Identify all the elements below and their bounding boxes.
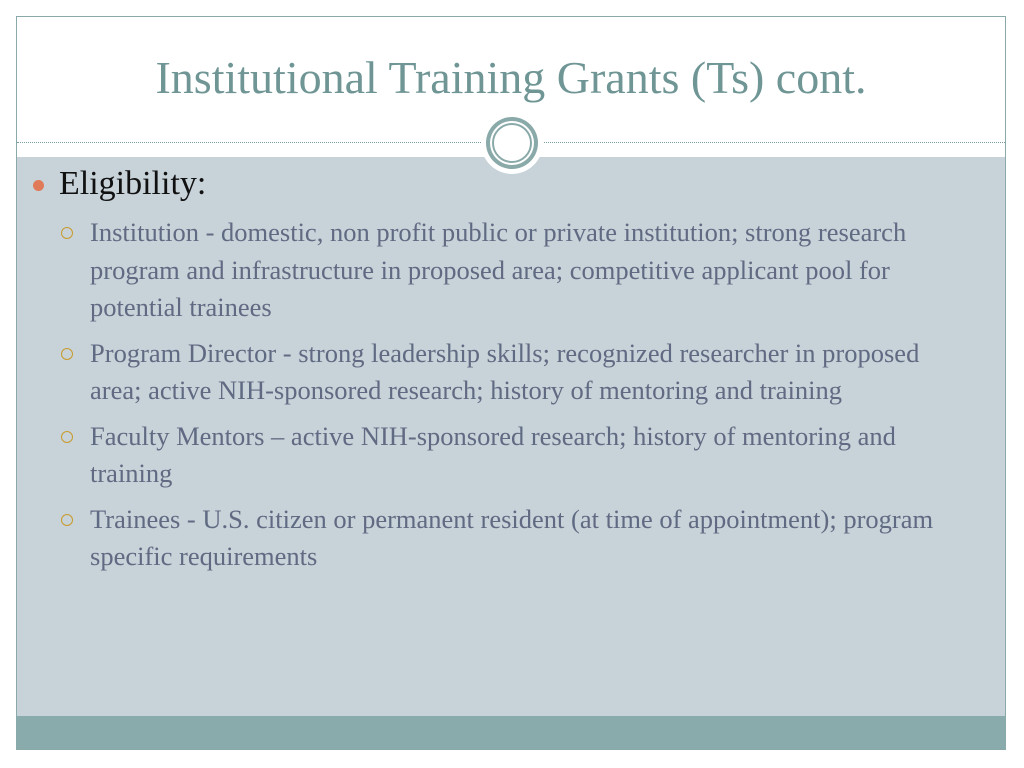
hollow-circle-bullet-icon [61, 227, 73, 239]
sub-bullet-faculty-mentors [30, 418, 950, 493]
eligibility-heading: Eligibility: [59, 165, 207, 202]
sub-bullet-trainees [30, 501, 950, 576]
sub-bullet-text: Trainees - U.S. citizen or permanent resident (at time of appointment); program specific requirements [90, 503, 934, 571]
filled-dot-bullet-icon [33, 180, 44, 191]
sub-bullet-institution [30, 214, 950, 327]
slide-body [30, 164, 950, 584]
hollow-circle-bullet-icon [61, 348, 73, 360]
sub-bullet-text: Program Director - strong leadership skills; recognized researcher in proposed area; active NIH-sponsored research; history of mentoring and training [90, 337, 920, 405]
sub-bullet-program-director [30, 335, 950, 410]
slide-title: Institutional Training Grants (Ts) cont. [155, 52, 867, 103]
footer-band [17, 716, 1005, 750]
bullet-eligibility [30, 164, 950, 204]
hollow-circle-bullet-icon [61, 431, 73, 443]
sub-bullet-text: Institution - domestic, non profit public or private institution; strong research program and infrastructure in proposed area; competitive applicant pool for potential trainees [90, 217, 907, 322]
hollow-circle-bullet-icon [61, 514, 73, 526]
ring-ornament-icon [486, 117, 538, 169]
sub-bullet-text: Faculty Mentors – active NIH-sponsored research; history of mentoring and training [90, 420, 896, 488]
